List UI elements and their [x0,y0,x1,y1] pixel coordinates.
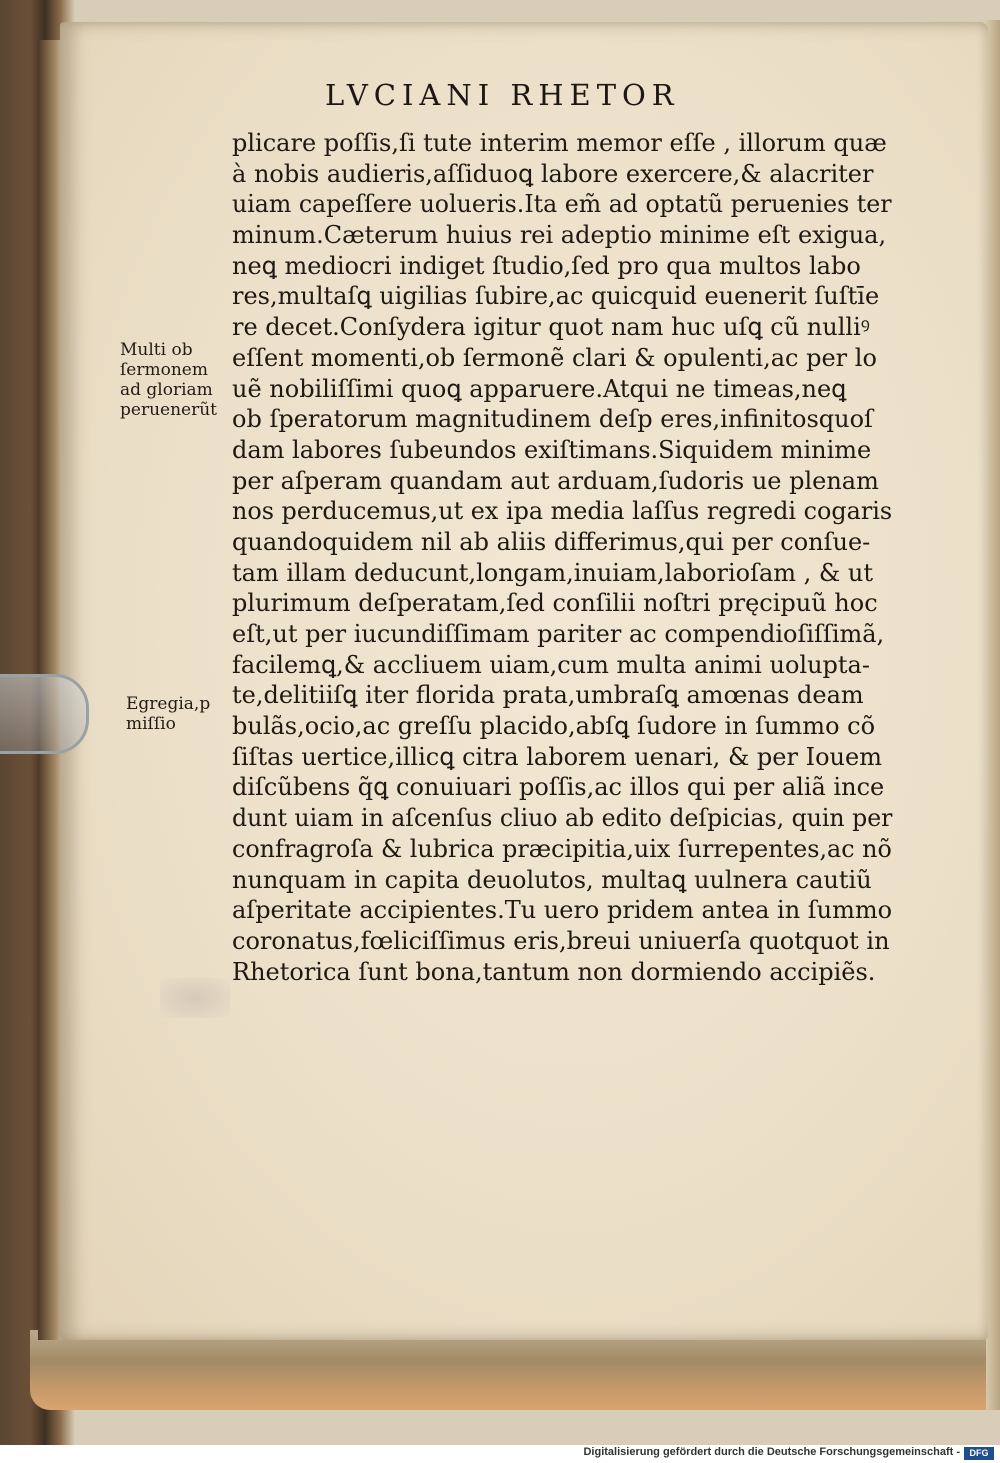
text-line: plicare poſſis,ſi tute interim memor eſſe , illorum quæ [232,129,887,157]
marginal-note-line: peruenerũt [120,400,217,420]
text-line: aſperitate accipientes.Tu uero pridem antea in ſummo [232,896,893,925]
marginal-note-line: miſſio [126,714,176,734]
text-line: diſcũbens q̃ꝗ conuiuari poſſis,ac illos qui per aliã ince [232,773,885,802]
text-line: eſt,ut per iucundiſſimam pariter ac compendioſiſſimã, [232,620,885,648]
text-line: minum.Cæterum huius rei adeptio minime eſt exigua, [232,221,887,250]
show-through-stain [160,978,230,1018]
text-line: res,multaſꝗ uigilias ſubire,ac quicquid euenerit ſuſtīe [232,282,880,311]
text-line: dunt uiam in aſcenſus cliuo ab edito deſpicias, quin per [232,804,893,833]
holding-clip [0,674,89,754]
text-line: nunquam in capita deuolutos, multaꝗ uulnera cautiũ [232,865,872,894]
marginal-note-line: Multi ob [120,340,193,360]
text-line: te,delitiiſꝗ iter florida prata,umbraſꝗ amœnas deam [232,681,864,710]
marginal-note-1 [120,340,217,420]
text-line: ob ſperatorum magnitudinem deſp eres,infinitosquoſ [232,405,873,434]
text-line: dam labores ſubeundos exiſtimans.Siquidem minime [232,435,872,464]
text-line: neꝗ mediocri indiget ſtudio,ſed pro qua multos labo [232,251,861,280]
text-line: à nobis audieris,aſſiduoꝗ labore exercere,& alacriter [232,159,874,188]
text-line: confragroſa & lubrica præcipitia,uix ſurrepentes,ac nõ [232,834,892,863]
text-line: plurimum deſperatam,ſed conſilii noſtri pręcipuũ hoc [232,589,878,618]
text-line: Rhetorica ſunt bona,tantum non dormiendo accipiẽs. [232,957,876,986]
dfg-logo: DFG [964,1447,994,1460]
text-line: bulãs,ocio,ac greſſu placido,abſꝗ ſudore in ſummo cõ [232,712,876,741]
marginal-note-line: Egregia,p [126,694,211,714]
marginal-note-line: ad gloriam [120,380,213,400]
text-line: quandoquidem nil ab aliis differimus,qui per conſue- [232,527,871,556]
text-line: per aſperam quandam aut arduam,ſudoris ue plenam [232,466,879,495]
text-line: nos perducemus,ut ex ipa media laſſus regredi cogaris [232,497,893,526]
text-line: eſſent momenti,ob ſermonẽ clari & opulenti,ac per lo [232,343,877,372]
text-line: coronatus,fœliciſſimus eris,breui uniuerſa quotquot in [232,926,890,955]
running-head: LVCIANI RHETOR [325,78,680,112]
text-line: re decet.Conſydera igitur quot nam huc uſꝗ cũ nulliꝰ [232,313,870,342]
footer-credit: Digitalisierung gefördert durch die Deutsche Forschungsgemeinschaft - [583,1446,960,1458]
marginal-note-2 [126,694,210,734]
body-text [232,128,892,987]
text-line: ſiſtas uertice,illicꝗ citra laborem uenari, & per Iouem [232,742,882,771]
book-fore-edge [986,20,1000,1410]
text-line: uiam capeſſere uolueris.Ita em̃ ad optatũ peruenies ter [232,190,892,219]
text-line: facilemꝗ,& accliuem uiam,cum multa animi uolupta- [232,650,870,679]
text-line: tam illam deducunt,longam,inuiam,laborioſam , & ut [232,558,874,587]
marginal-note-line: ſermonem [120,360,208,380]
book-page-edges [30,1330,990,1410]
text-line: uẽ nobiliſſimi quoꝗ apparuere.Atqui ne timeas,neꝗ [232,374,847,403]
